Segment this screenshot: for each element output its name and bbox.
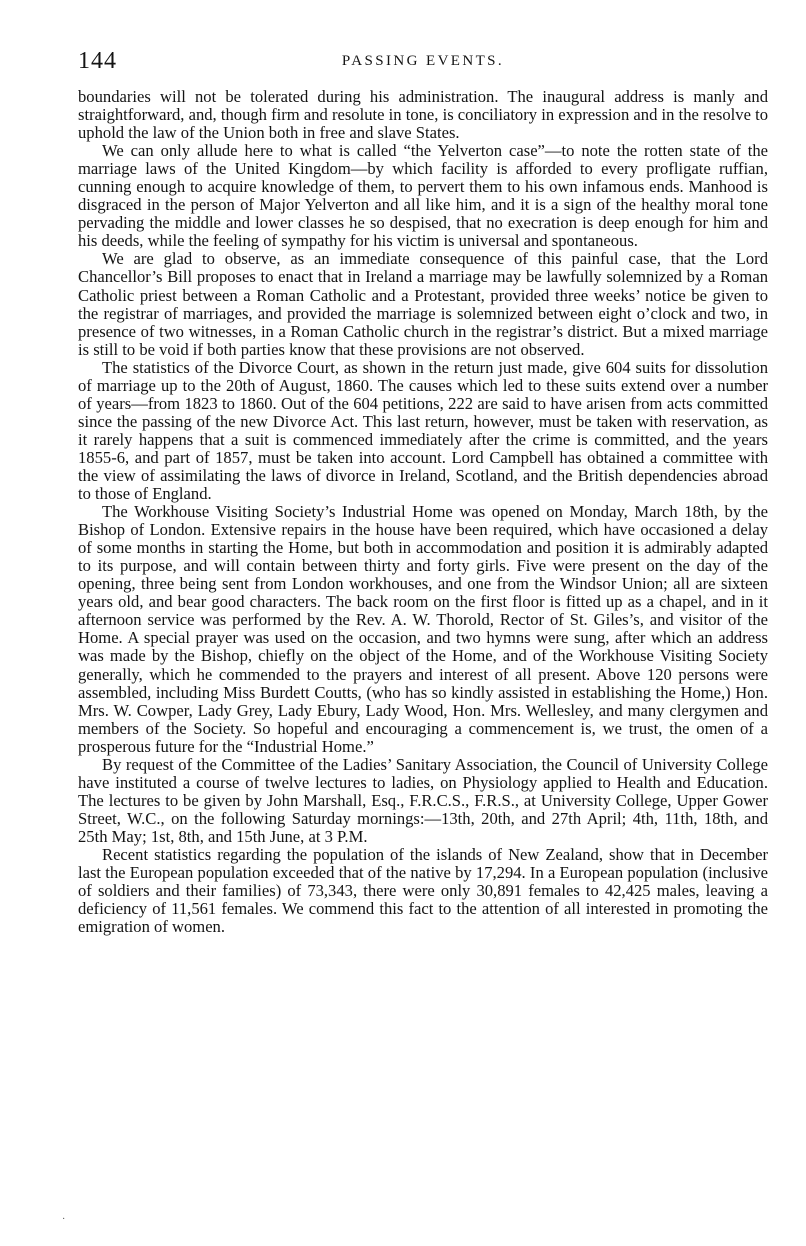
book-page — [78, 0, 768, 1246]
page-number: 144 — [78, 48, 117, 74]
paragraph-sanitary-association-lectures: By request of the Committee of the Ladies’ Sanitary Association, the Council of University College have instituted a course of twelve lectures to ladies, on Physiology applied to Health and Education. The lectures to be given by John Marshall, Esq., F.R.C.S., F.R.S., at University College, Upper Gower Street, W.C., on the following Saturday mornings:—13th, 20th, and 27th April; 4th, 11th, 18th, and 25th May; 1st, 8th, and 15th June, at 3 P.M. — [78, 754, 768, 846]
article-body — [78, 88, 768, 936]
paragraph-yelverton-case: We can only allude here to what is called “the Yelverton case”—to note the rotten state of the marriage laws of the United Kingdom—by which facility is afforded to every profligate ruffian, cunning enough to acquire knowledge of them, to pervert them to his own infamous ends. Manhood is disgraced in the person of Major Yelverton and all like him, and it is a sign of the healthy moral tone pervading the middle and lower classes he so despised, that no execration is deep enough for him and his deeds, while the feeling of sympathy for his victim is universal and spontaneous. — [78, 141, 768, 251]
paragraph-divorce-court-statistics: The statistics of the Divorce Court, as shown in the return just made, give 604 suits for dissolution of marriage up to the 20th of August, 1860. The causes which led to these suits extend over a number of years—from 1823 to 1860. Out of the 604 petitions, 222 are said to have arisen from acts committed since the passing of the new Divorce Act. This last return, however, must be taken with reservation, as it rarely happens that a suit is commenced immediately after the crime is committed, and the years 1855-6, and part of 1857, must be taken into account. Lord Campbell has obtained a committee with the view of assimilating the laws of divorce in Ireland, Scotland, and the British dependencies abroad to those of England. — [78, 357, 768, 504]
page-header — [78, 48, 768, 78]
running-title: PASSING EVENTS. — [341, 53, 505, 69]
paragraph-industrial-home: The Workhouse Visiting Society’s Industrial Home was opened on Monday, March 18th, by the Bishop of London. Extensive repairs in the house have been required, which have occasioned a delay of some months in starting the Home, but both in accommodation and position it is admirably adapted to its purpose, and will contain between thirty and forty girls. Five were present on the day of the opening, three being sent from London workhouses, and one from the Windsor Union; all are sixteen years old, and bear good characters. The back room on the first floor is fitted up as a chapel, and in it afternoon service was performed by the Rev. A. W. Thorold, Rector of St. Giles’s, and visitor of the Home. A special prayer was used on the occasion, and two hymns were sung, after which an address was made by the Bishop, chiefly on the object of the Home, and of the Workhouse Visiting Society generally, which he commended to the prayers and interest of all present. Above 120 persons were assembled, including Miss Burdett Coutts, (who has so kindly assisted in establishing the Home,) Hon. Mrs. W. Cowper, Lady Grey, Lady Ebury, Lady Wood, Hon. Mrs. Wellesley, and many clergymen and members of the Society. So hopeful and encouraging a commencement is, we trust, the omen of a prosperous future for the “Industrial Home.” — [78, 502, 768, 756]
paragraph-inaugural-address: boundaries will not be tolerated during his administration. The inaugural address is manly and straightforward, and, though firm and resolute in tone, is conciliatory in expression and in the resolve to uphold the law of the Union both in free and slave States. — [78, 87, 768, 143]
paragraph-lord-chancellors-bill: We are glad to observe, as an immediate consequence of this painful case, that the Lord Chancellor’s Bill proposes to enact that in Ireland a marriage may be lawfully solemnized by a Roman Catholic priest between a Roman Catholic and a Protestant, provided three weeks’ notice be given to the registrar of marriages, and provided the marriage is solemnized between eight o’clock and two, in presence of two witnesses, in a Roman Catholic church in the registrar’s district. But a mixed marriage is still to be void if both parties know that these provisions are not observed. — [78, 249, 768, 359]
printer-mark: · — [62, 1214, 66, 1225]
paragraph-new-zealand-population: Recent statistics regarding the population of the islands of New Zealand, show that in December last the European population exceeded that of the native by 17,294. In a European population (inclusive of soldiers and their families) of 73,343, there were only 30,891 females to 42,425 males, leaving a deficiency of 11,561 females. We commend this fact to the attention of all interested in promoting the emigration of women. — [78, 844, 768, 937]
